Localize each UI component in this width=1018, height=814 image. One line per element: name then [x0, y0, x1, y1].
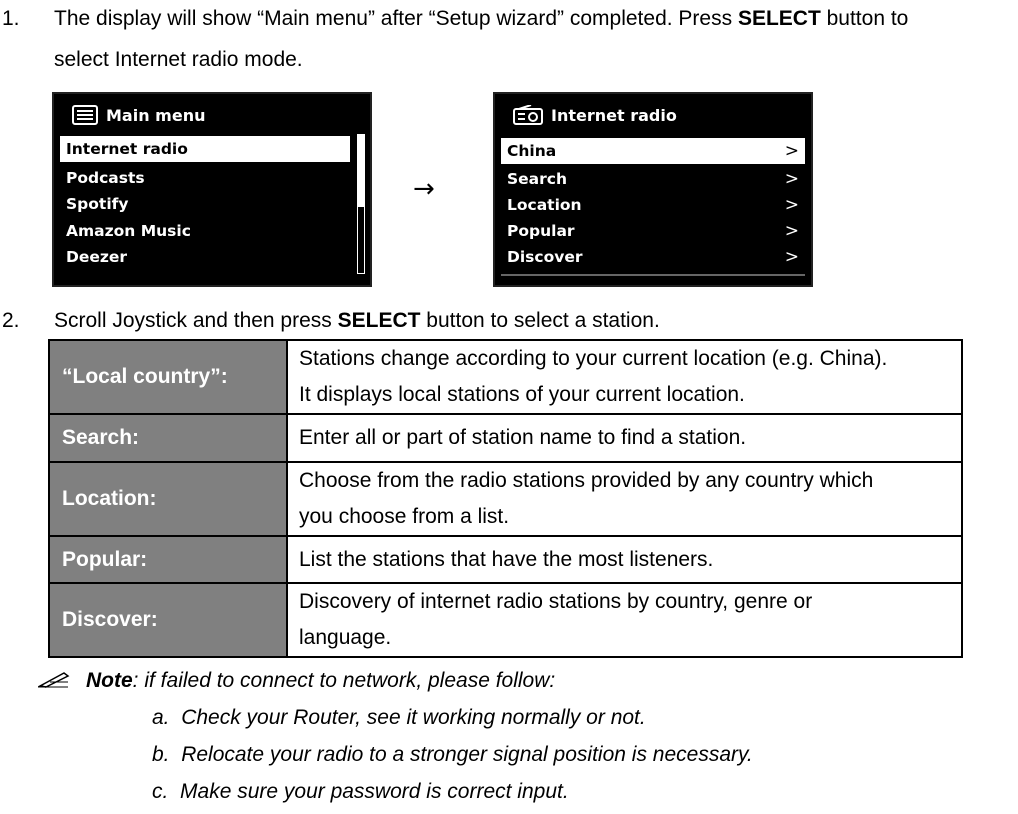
divider — [501, 274, 805, 276]
radio-icon — [513, 105, 543, 125]
list-icon — [72, 105, 98, 125]
pen-icon — [38, 663, 74, 700]
table-row — [49, 583, 962, 657]
option-description: Discovery of internet radio stations by country, genre or language. — [287, 583, 962, 657]
chevron-right-icon: > — [784, 247, 799, 267]
note-item-a: a. Check your Router, see it working normally or not. — [152, 706, 646, 729]
option-key: Discover: — [49, 583, 287, 657]
menu-item-spotify[interactable]: Spotify — [66, 195, 129, 213]
menu-item-popular[interactable]: Popular > — [501, 218, 805, 244]
table-row — [49, 536, 962, 583]
right-arrow-icon: → — [413, 174, 435, 204]
option-key: Location: — [49, 462, 287, 536]
note-text: : if failed to connect to network, please follow: — [132, 669, 556, 692]
chevron-right-icon: > — [784, 169, 799, 189]
screen-title: Main menu — [72, 102, 205, 128]
option-description: Enter all or part of station name to find a station. — [287, 414, 962, 462]
note-label: Note — [86, 669, 133, 692]
scrollbar[interactable] — [357, 134, 365, 274]
option-description: Choose from the radio stations provided by any country which you choose from a list. — [287, 462, 962, 536]
table-row — [49, 340, 962, 414]
screen-title: Internet radio — [513, 102, 677, 128]
table-row — [49, 462, 962, 536]
scroll-thumb[interactable] — [358, 135, 364, 207]
table-row — [49, 414, 962, 462]
menu-item-discover[interactable]: Discover > — [501, 244, 805, 270]
step-text: Scroll Joystick and then press SELECT button to select a station. — [54, 309, 660, 332]
option-description: Stations change according to your current location (e.g. China). It displays local stations of your current location. — [287, 340, 962, 414]
step-text: The display will show “Main menu” after “Setup wizard” completed. Press SELECT button to select Internet radio mode. — [54, 7, 909, 71]
note-item-b: b. Relocate your radio to a stronger signal position is necessary. — [152, 743, 753, 766]
option-key: Search: — [49, 414, 287, 462]
note-item-c: c. Make sure your password is correct input. — [152, 780, 569, 803]
menu-item-location[interactable]: Location > — [501, 192, 805, 218]
menu-item-internet-radio[interactable]: Internet radio — [60, 136, 350, 162]
option-description: List the stations that have the most listeners. — [287, 536, 962, 583]
note — [38, 662, 555, 700]
step-number: 2. — [2, 309, 20, 332]
menu-item-deezer[interactable]: Deezer — [66, 248, 128, 266]
internet-radio-screen — [493, 92, 813, 287]
step-number: 1. — [2, 7, 20, 30]
menu-item-amazon-music[interactable]: Amazon Music — [66, 222, 191, 240]
main-menu-screen — [52, 92, 372, 287]
option-key: Popular: — [49, 536, 287, 583]
chevron-right-icon: > — [784, 141, 799, 161]
options-table — [48, 339, 963, 658]
option-key: “Local country”: — [49, 340, 287, 414]
menu-item-china[interactable]: China > — [501, 138, 805, 164]
chevron-right-icon: > — [784, 221, 799, 241]
chevron-right-icon: > — [784, 195, 799, 215]
menu-item-podcasts[interactable]: Podcasts — [66, 169, 145, 187]
menu-item-search[interactable]: Search > — [501, 166, 805, 192]
